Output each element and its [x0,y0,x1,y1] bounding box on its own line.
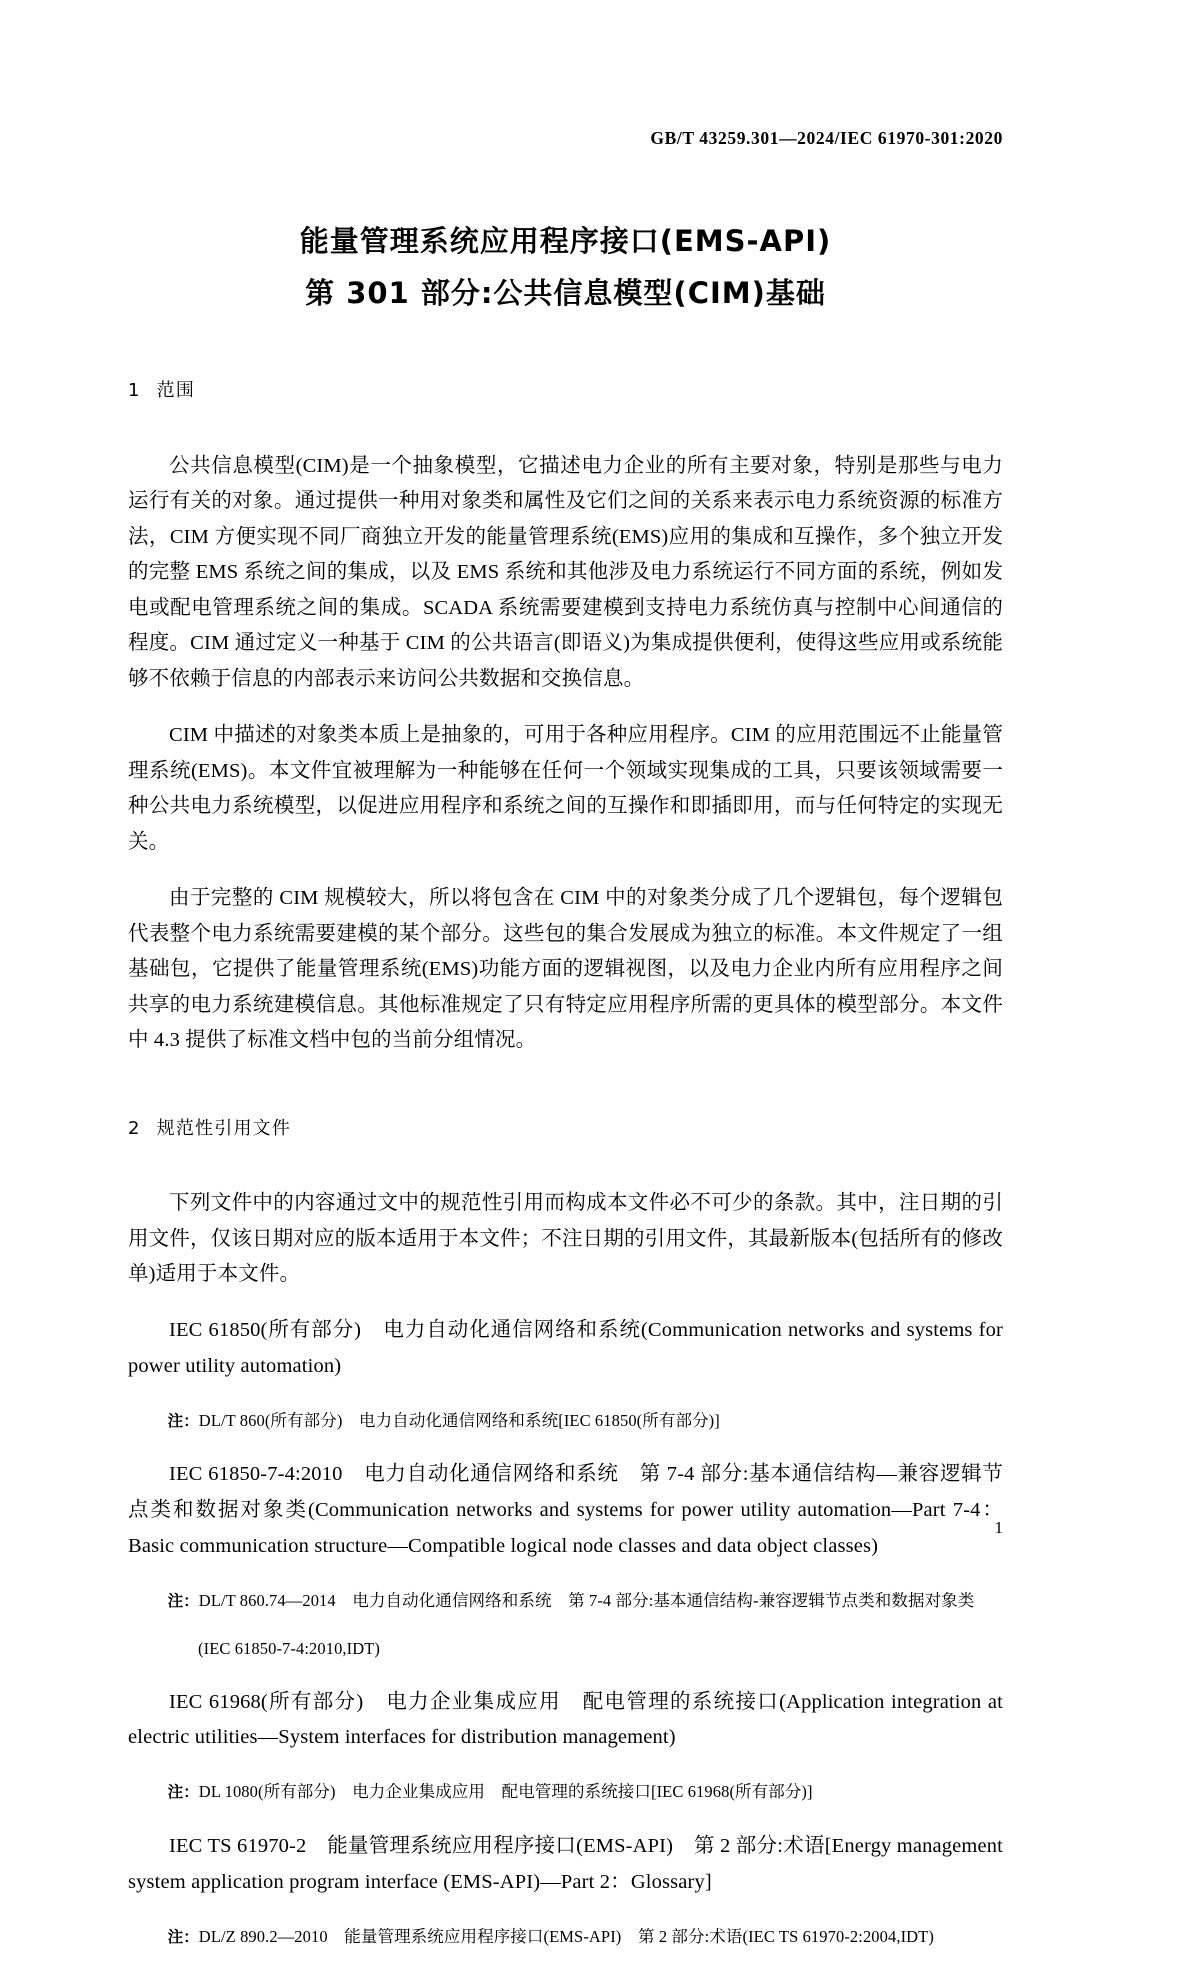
running-header-standard-ref: GB/T 43259.301—2024/IEC 61970-301:2020 [650,128,1003,148]
reference-note [128,1776,1003,1808]
reference-entry: IEC 61850-7-4:2010 电力自动化通信网络和系统 第 7-4 部分:基本通信结构—兼容逻辑节点类和数据对象类(Communication networks and systems for power utility automation—Part 7-4：Basic communication structure—Compatible logical node classes and data object classes) [128,1463,1003,1557]
document-title [128,215,1003,319]
reference-note-continuation: (IEC 61850-7-4:2010,IDT) [198,1639,381,1659]
reference-note [128,1405,1003,1437]
section-heading-scope [128,376,1003,402]
reference-entry: IEC 61968(所有部分) 电力企业集成应用 配电管理的系统接口(Application integration at electric utilities—System interfaces for distribution management) [128,1690,1003,1749]
page-number [128,1518,1003,1538]
section-heading-normative-references [128,1114,1003,1140]
note-text: DL/T 860(所有部分) 电力自动化通信网络和系统[IEC 61850(所有部分)] [198,1410,720,1430]
scope-paragraph-1: 公共信息模型(CIM)是一个抽象模型，它描述电力企业的所有主要对象，特别是那些与电力运行有关的对象。通过提供一种用对象类和属性及它们之间的关系来表示电力系统资源的标准方法，CIM 方便实现不同厂商独立开发的能量管理系统(EMS)应用的集成和互操作，多个独立开发的完整 EMS 系统之间的集成，以及 EMS 系统和其他涉及电力系统运行不同方面的系统，例如发电或配电管理系统之间的集成。SCADA 系统需要建模到支持电力系统仿真与控制中心间通信的程度。CIM 通过定义一种基于 CIM 的公共语言(即语义)为集成提供便利，使得这些应用或系统能够不依赖于信息的内部表示来访问公共数据和交换信息。 [128,454,1003,691]
document-title-line-1: 能量管理系统应用程序接口(EMS-API) [299,224,832,258]
page-number-value: 1 [994,1518,1003,1537]
note-text: DL/Z 890.2—2010 能量管理系统应用程序接口(EMS-API) 第 2 部分:术语(IEC TS 61970-2:2004,IDT) [198,1926,934,1946]
section-title-1: 范围 [156,380,196,401]
scope-paragraph-2: CIM 中描述的对象类本质上是抽象的，可用于各种应用程序。CIM 的应用范围远不止能量管理系统(EMS)。本文件宜被理解为一种能够在任何一个领域实现集成的工具，只要该领域需要一种公共电力系统模型，以促进应用程序和系统之间的互操作和即插即用，而与任何特定的实现无关。 [128,724,1003,853]
note-label: 注： [167,1411,199,1430]
document-title-line-2: 第 301 部分:公共信息模型(CIM)基础 [305,276,826,310]
section-number-1: 1 [128,380,141,401]
section-number-2: 2 [128,1117,141,1139]
note-label: 注： [167,1591,199,1610]
running-header [128,128,1003,149]
note-label: 注： [167,1783,199,1802]
note-text: DL/T 860.74—2014 电力自动化通信网络和系统 第 7-4 部分:基本通信结构-兼容逻辑节点类和数据对象类 [198,1590,975,1610]
scope-paragraph-3: 由于完整的 CIM 规模较大，所以将包含在 CIM 中的对象类分成了几个逻辑包，每个逻辑包代表整个电力系统需要建模的某个部分。这些包的集合发展成为独立的标准。本文件规定了一组基础包，它提供了能量管理系统(EMS)功能方面的逻辑视图，以及电力企业内所有应用程序之间共享的电力系统建模信息。其他标准规定了只有特定应用程序所需的更具体的模型部分。本文件中 4.3 提供了标准文档中包的当前分组情况。 [128,887,1003,1052]
reference-note [128,1585,1003,1617]
note-label: 注： [167,1927,199,1946]
note-text: DL 1080(所有部分) 电力企业集成应用 配电管理的系统接口[IEC 61968(所有部分)] [198,1782,813,1802]
normative-references-intro: 下列文件中的内容通过文中的规范性引用而构成本文件必不可少的条款。其中，注日期的引用文件，仅该日期对应的版本适用于本文件；不注日期的引用文件，其最新版本(包括所有的修改单)适用于本文件。 [128,1192,1003,1286]
reference-entry: IEC 61850(所有部分) 电力自动化通信网络和系统(Communication networks and systems for power utility automation) [128,1319,1003,1377]
page-content [128,0,1003,1969]
reference-note [128,1921,1003,1953]
reference-entry: IEC TS 61970-2 能量管理系统应用程序接口(EMS-API) 第 2 部分:术语[Energy management system application program interface (EMS-API)—Part 2：Glossary] [128,1834,1003,1893]
section-title-2: 规范性引用文件 [156,1117,292,1139]
